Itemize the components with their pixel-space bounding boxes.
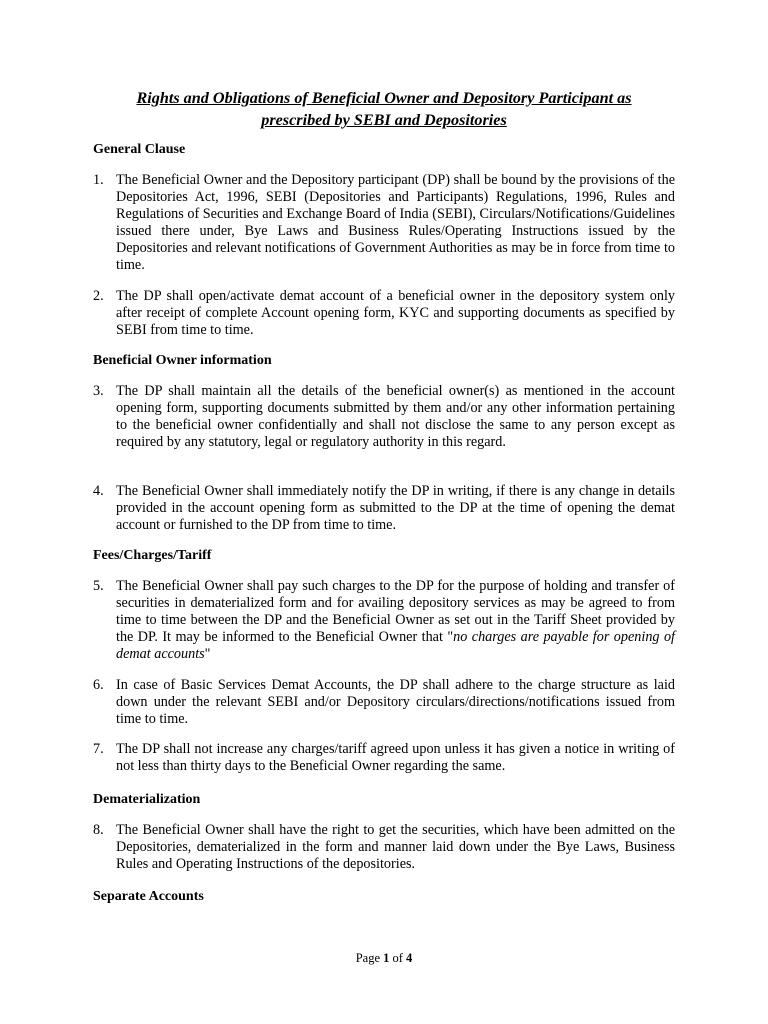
title-line-2: prescribed by SEBI and Depositories <box>261 111 507 129</box>
page-label: Page <box>355 951 380 965</box>
clause-number: 6. <box>93 677 104 693</box>
title-line-1: Rights and Obligations of Beneficial Owner and Depository Participant as <box>136 89 632 107</box>
clause-3 <box>93 383 675 451</box>
document-title <box>92 87 676 131</box>
clause-text: The DP shall open/activate demat account of a beneficial owner in the depository system only after receipt of complete Account opening form, KYC and supporting documents as specified by SEBI from time to time. <box>116 288 675 338</box>
clause-text: The DP shall maintain all the details of the beneficial owner(s) as mentioned in the account opening form, supporting documents submitted by them and/or any other information pertaining to the beneficial owner confidentially and shall not disclose the same to any person except as required by any statutory, legal or regulatory authority in this regard. <box>116 383 675 450</box>
clause-4 <box>93 483 675 534</box>
clause-text: The DP shall not increase any charges/tariff agreed upon unless it has given a notice in writing of not less than thirty days to the Beneficial Owner regarding the same. <box>116 741 675 774</box>
page-of: of <box>392 951 403 965</box>
clause-text: In case of Basic Services Demat Accounts, the DP shall adhere to the charge structure as laid down under the relevant SEBI and/or Depository circulars/directions/notifications issued from time to time. <box>116 677 675 727</box>
clause-number: 1. <box>93 172 104 188</box>
clause-5 <box>93 578 675 663</box>
clause-number: 5. <box>93 578 104 594</box>
clause-1 <box>93 172 675 273</box>
page-total: 4 <box>406 951 413 965</box>
heading-general-clause: General Clause <box>93 142 186 157</box>
clause-number: 8. <box>93 822 104 838</box>
clause-text-italic: no charges are payable for opening of demat accounts <box>116 628 675 662</box>
heading-beneficial-owner-information: Beneficial Owner information <box>93 353 272 368</box>
clause-2 <box>93 288 675 339</box>
clause-number: 7. <box>93 741 104 757</box>
clause-text <box>116 578 675 663</box>
clause-text: The Beneficial Owner and the Depository participant (DP) shall be bound by the provisions of the Depositories Act, 1996, SEBI (Depositories and Participants) Regulations, 1996, Rules and Regulations of Securities and Exchange Board of India (SEBI), Circulars/Notifications/Guidelines issued there under, Bye Laws and Business Rules/Operating Instructions issued by the Depositories and relevant notifications of Government Authorities as may be in force from time to time. <box>116 172 675 273</box>
page-footer <box>0 951 768 966</box>
clause-number: 3. <box>93 383 104 399</box>
clause-number: 2. <box>93 288 104 304</box>
clause-text: The Beneficial Owner shall have the right to get the securities, which have been admitted on the Depositories, dematerialized in the form and manner laid down under the Bye Laws, Business Rules and Operating Instructions of the depositories. <box>116 822 675 872</box>
clause-text: The Beneficial Owner shall immediately notify the DP in writing, if there is any change in details provided in the account opening form as submitted to the DP at the time of opening the demat account or furnished to the DP from time to time. <box>116 483 675 533</box>
clause-text-main: The Beneficial Owner shall pay such charges to the DP for the purpose of holding and transfer of securities in dematerialized form and for availing depository services as may be agreed to from time to time between the DP and the Beneficial Owner as set out in the Tariff Sheet provided by the DP. It may be informed to the Beneficial Owner that " <box>116 578 675 645</box>
clause-text-tail: " <box>204 645 211 662</box>
page-current: 1 <box>383 951 390 965</box>
clause-6 <box>93 677 675 728</box>
clause-7 <box>93 741 675 775</box>
heading-fees-charges-tariff: Fees/Charges/Tariff <box>93 548 212 563</box>
heading-dematerialization: Dematerialization <box>93 792 201 807</box>
heading-separate-accounts: Separate Accounts <box>93 889 204 904</box>
clause-number: 4. <box>93 483 104 499</box>
clause-8 <box>93 822 675 873</box>
